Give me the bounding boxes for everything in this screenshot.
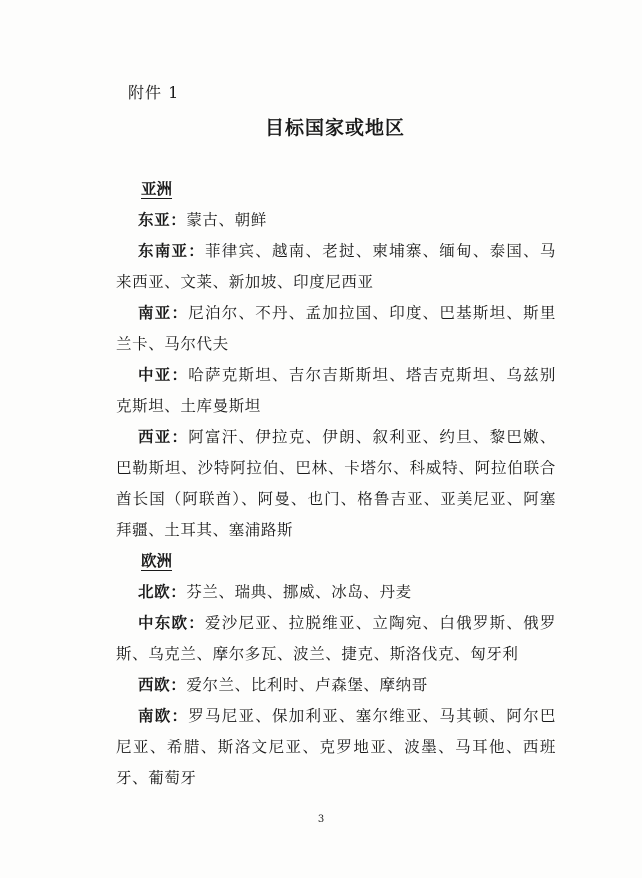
region-countries: 爱尔兰、比利时、卢森堡、摩纳哥: [186, 676, 428, 694]
region-name: 西欧：: [138, 676, 187, 694]
region-west-asia: [116, 422, 556, 546]
region-east-asia: [116, 205, 556, 236]
region-name: 东亚：: [138, 211, 187, 229]
region-name: 中东欧：: [138, 614, 205, 632]
region-name: 西亚：: [138, 428, 189, 446]
region-south-asia: [116, 298, 556, 360]
document-body: [116, 174, 556, 794]
region-countries: 蒙古、朝鲜: [186, 211, 267, 229]
region-name: 中亚：: [138, 366, 189, 384]
region-north-europe: [116, 577, 556, 608]
region-countries: 尼泊尔、不丹、孟加拉国、印度、巴基斯坦、斯里兰卡、马尔代夫: [116, 304, 557, 353]
region-name: 南亚：: [138, 304, 189, 322]
region-west-europe: [116, 670, 556, 701]
page-number: 3: [317, 814, 325, 825]
region-name: 东南亚：: [138, 242, 205, 260]
region-south-europe: [116, 701, 556, 794]
section-heading-europe: 欧洲: [141, 552, 173, 570]
attachment-label: 附件 1: [128, 83, 180, 102]
region-central-eastern-europe: [116, 608, 556, 670]
document-title: 目标国家或地区: [264, 117, 405, 139]
region-name: 北欧：: [138, 583, 187, 601]
section-heading-asia: 亚洲: [141, 180, 173, 198]
region-countries: 罗马尼亚、保加利亚、塞尔维亚、马其顿、阿尔巴尼亚、希腊、斯洛文尼亚、克罗地亚、波墨、马耳他、西班牙、葡萄牙: [116, 707, 557, 787]
region-central-asia: [116, 360, 556, 422]
region-southeast-asia: [116, 236, 556, 298]
region-countries: 阿富汗、伊拉克、伊朗、叙利亚、约旦、黎巴嫩、巴勒斯坦、沙特阿拉伯、巴林、卡塔尔、科威特、阿拉伯联合酋长国（阿联酋）、阿曼、也门、格鲁吉亚、亚美尼亚、阿塞拜疆、土耳其、塞浦路斯: [116, 428, 557, 539]
region-countries: 芬兰、瑞典、挪威、冰岛、丹麦: [186, 583, 412, 601]
region-countries: 爱沙尼亚、拉脱维亚、立陶宛、白俄罗斯、俄罗斯、乌克兰、摩尔多瓦、波兰、捷克、斯洛伐克、匈牙利: [116, 614, 556, 663]
region-countries: 哈萨克斯坦、吉尔吉斯斯坦、塔吉克斯坦、乌兹别克斯坦、土库曼斯坦: [116, 366, 557, 415]
region-name: 南欧：: [138, 707, 189, 725]
region-countries: 菲律宾、越南、老挝、柬埔寨、缅甸、泰国、马来西亚、文莱、新加坡、印度尼西亚: [116, 242, 556, 291]
